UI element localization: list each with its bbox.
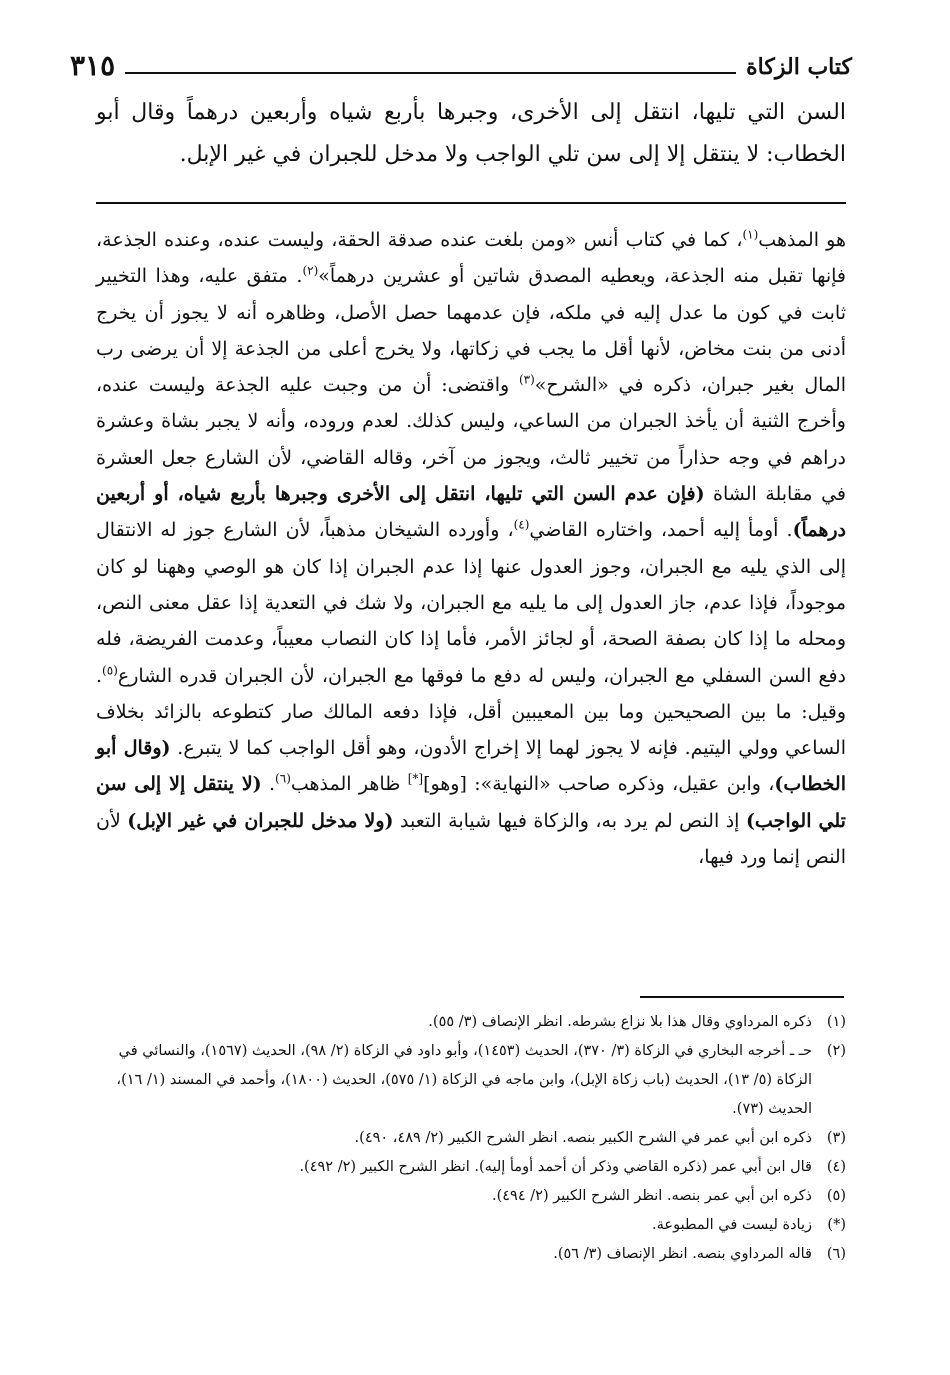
matn-text: السن التي تليها، انتقل إلى الأخرى، وجبرها بأربع شياه وأربعين درهماً وقال أبو الخطاب: لا ينتقل إلا إلى سن تلي الواجب ولا مدخل للجبران في غير الإبل. — [96, 100, 846, 167]
matn-quote: (ولا مدخل للجبران في غير الإبل) — [127, 809, 394, 832]
footnote — [96, 1211, 846, 1240]
footnote — [96, 1153, 846, 1182]
commentary-text: واقتضى: أن من وجبت عليه الجذعة وليست عنده، وأخرج الثنية أن يأخذ الجبران من الساعي، وليس كذلك. لعدم وروده، وأنه لا يجبر بشاة وعشرة دراهم في وجه حذاراً من تخيير ثالث، ويجوز من آخر، وقاله القاضي، لأن الشارع جعل العشرة في مقابلة الشاة — [96, 374, 846, 506]
footnote-text: قال ابن أبي عمر (ذكره القاضي وذكر أن أحمد أومأ إليه). انظر الشرح الكبير (٢/ ٤٩٢). — [299, 1159, 812, 1175]
footnote-ref: (٣) — [518, 372, 535, 387]
footnote-ref: (٢) — [302, 263, 319, 278]
footnote-number: (*) — [827, 1217, 846, 1233]
commentary-text: . أومأ إليه أحمد، واختاره القاضي — [529, 519, 793, 542]
matn-quote: (فإن عدم السن التي تليها، انتقل إلى الأخرى وجبرها بأربع شياه، أو أربعين درهماً) — [96, 483, 846, 542]
commentary-text: لأن النص إنما ورد فيها، — [96, 809, 846, 869]
footnote-text: ذكره ابن أبي عمر بنصه. انظر الشرح الكبير (٢/ ٤٩٤). — [491, 1188, 812, 1204]
footnote-ref: [*] — [407, 772, 424, 787]
footnote-ref: (٥) — [102, 663, 118, 678]
footnote-number: (٤) — [826, 1159, 846, 1175]
footnote — [96, 1240, 846, 1269]
chapter-title: كتاب الزكاة — [746, 54, 852, 80]
footnote-ref: (٦) — [275, 772, 291, 787]
header-rule — [125, 72, 736, 74]
commentary-text: . وقيل: ما بين الصحيحين وما بين المعيبين أقل، فإذا دفعه المالك صار كتطوعه بالزائد بخلاف الساعي وولي اليتيم. فإنه لا يجوز لهما إلا إخراج الأدون، وهو أقل الواجب كما لا يتبرع. — [96, 664, 846, 760]
commentary-text: . متفق عليه، وهذا التخيير ثابت في كون ما عدل إليه في ملكه، فإن عدمهما حصل الأصل، وظاهره أنه لا يجوز أن يخرج أدنى من بنت مخاض، لأنها أقل ما يجب في زكاتها، ولا يخرج أعلى من الجذعة إلا أن يرضى رب المال بغير جبران، ذكره في «الشرح» — [96, 265, 847, 397]
footnote — [96, 1008, 846, 1037]
footnote-text: حـ ـ أخرجه البخاري في الزكاة (٣/ ٣٧٠)، الحديث (١٤٥٣)، وأبو داود في الزكاة (٢/ ٩٨)، الحديث (١٥٦٧)، والنسائي في الزكاة (٥/ ١٣)، الحديث (باب زكاة الإبل)، وابن ماجه في الزكاة (١/ ٥٧٥)، الحديث (١٨٠٠)، وأحمد في المسند (١/ ١٦)، الحديث (٧٣). — [116, 1043, 812, 1117]
matn-quote: (لا ينتقل إلا إلى سن تلي الواجب) — [96, 773, 846, 832]
matn-divider — [96, 202, 846, 204]
footnote-text: قاله المرداوي بنصه. انظر الإنصاف (٣/ ٥٦). — [553, 1246, 812, 1262]
commentary — [96, 222, 846, 875]
page-header — [70, 44, 852, 80]
footnote-number: (٢) — [826, 1043, 846, 1059]
commentary-text: ، وأورده الشيخان مذهباً، لأن الشارع جوز له الانتقال إلى الذي يليه مع الجبران، وجوز العدول عنها إذا عدم الجبران إذا كان هو الوصي وههنا لو كان موجوداً، فإذا عدم، جاز العدول إلى ما يليه مع الجبران، ولا شك في التعدية إذا عقل معنى النص، ومحله ما إذا كان بصفة الصحة، أو لجائز الأمر، فأما إذا كان النصاب معيباً، وعدمت الفريضة، فله دفع السن السفلي مع الجبران، وليس له دفع ما فوقها مع الجبران، لأن الجبران قدره الشارع — [96, 519, 847, 687]
footnote-text: ذكره ابن أبي عمر في الشرح الكبير بنصه. انظر الشرح الكبير (٢/ ٤٨٩، ٤٩٠). — [354, 1130, 812, 1146]
commentary-text: . — [261, 773, 276, 796]
footnote-ref: (١) — [742, 227, 759, 242]
page-number: ٣١٥ — [70, 49, 116, 82]
footnote-text: ذكره المرداوي وقال هذا بلا نزاع بشرطه. انظر الإنصاف (٣/ ٥٥). — [428, 1014, 812, 1030]
footnotes-rule — [640, 996, 844, 998]
commentary-text: ، كما في كتاب أنس «ومن بلغت عنده صدقة الحقة، وليست عنده، وعنده الجذعة، فإنها تقبل منه الجذعة، ويعطيه المصدق شاتين أو عشرين درهماً» — [96, 229, 846, 288]
commentary-text: هو المذهب — [758, 229, 846, 251]
footnote — [96, 1037, 846, 1124]
footnote-text: زيادة ليست في المطبوعة. — [652, 1217, 812, 1233]
footnotes — [96, 1008, 846, 1269]
footnote-number: (١) — [826, 1014, 846, 1030]
footnote-number: (٣) — [826, 1130, 846, 1146]
commentary-paragraph — [96, 222, 846, 875]
footnote — [96, 1182, 846, 1211]
commentary-text: إذ النص لم يرد به، والزكاة فيها شيابة التعبد — [393, 809, 746, 832]
commentary-text: ظاهر المذهب — [290, 773, 408, 796]
footnote-number: (٦) — [826, 1246, 846, 1262]
matn-quote: (وقال أبو الخطاب) — [96, 737, 846, 796]
footnote-number: (٥) — [826, 1188, 846, 1204]
footnote-ref: (٤) — [513, 518, 530, 533]
commentary-text: ، وابن عقيل، وذكره صاحب «النهاية»: [وهو] — [423, 773, 775, 796]
footnote — [96, 1124, 846, 1153]
